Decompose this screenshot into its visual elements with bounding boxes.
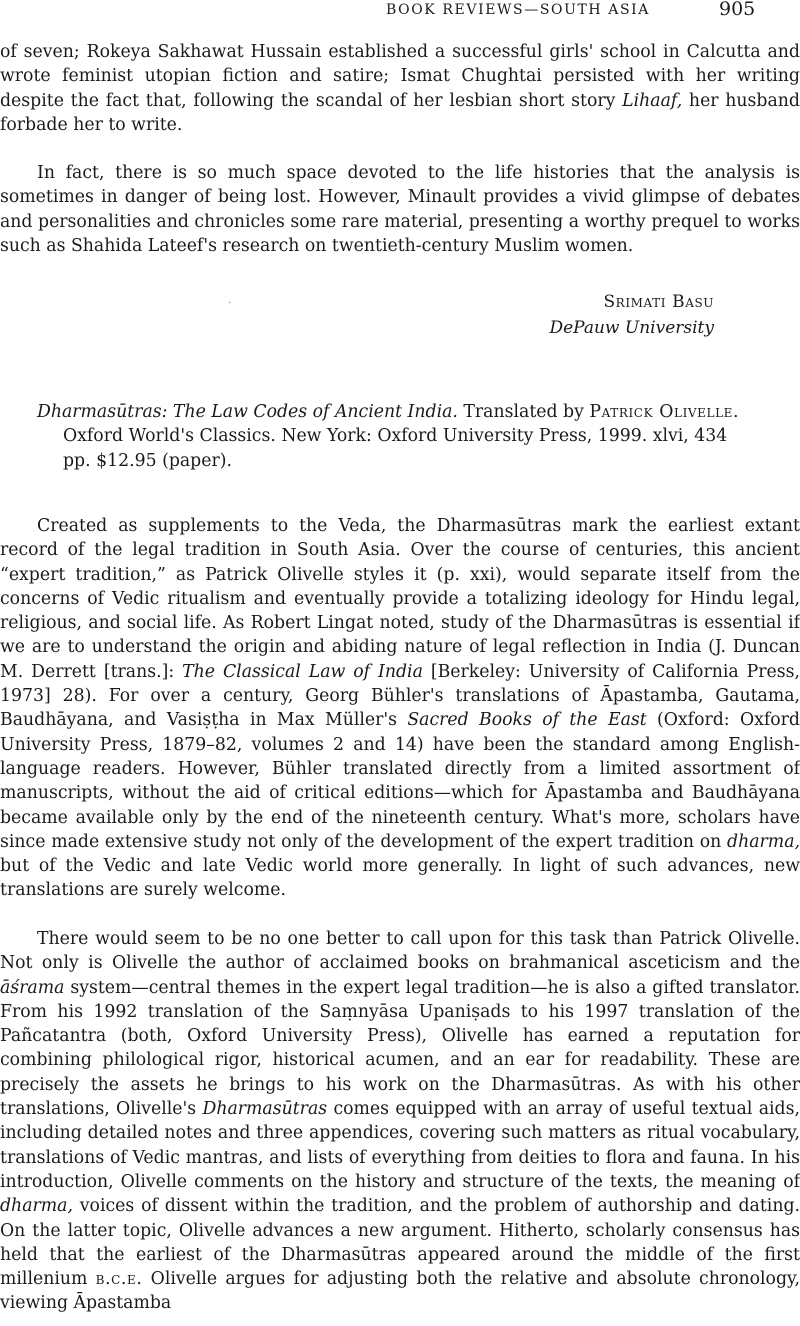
review1-paragraph-1: of seven; Rokeya Sakhawat Hussain established a successful girls' school in Calcutta and wrote feminist utopian fiction and satire; Ismat Chughtai persisted with her writing despite the fact that, following the scandal of her lesbian short story Lihaaf, her husband forbade her to write.: [0, 42, 800, 135]
running-header: [0, 0, 800, 30]
book-citation: Dharmasūtras: The Law Codes of Ancient India. Translated by Patrick Olivelle. Oxford World's Classics. New York: Oxford University Press, 1999. xlvi, 434 pp. $12.95 (paper).: [37, 402, 739, 471]
stray-dot-mark: ·: [228, 298, 232, 309]
page-number: 905: [719, 0, 756, 20]
running-head-title: BOOK REVIEWS—SOUTH ASIA: [386, 2, 651, 18]
review2-paragraph-1: Created as supplements to the Veda, the Dharmasūtras mark the earliest extant record of the legal tradition in South Asia. Over the course of centuries, this ancient “expert tradition,” as Patrick Olivelle styles it (p. xxi), would separate itself from the concerns of Vedic ritualism and eventually provide a totalizing ideology for Hindu legal, religious, and social life. As Robert Lingat noted, study of the Dharmasūtras is essential if we are to understand the origin and abiding nature of legal reflection in India (J. Duncan M. Derrett [trans.]: The Classical Law of India [Berkeley: University of California Press, 1973] 28). For over a century, Georg Bühler's translations of Āpastamba, Gautama, Baudhāyana, and Vasiṣṭha in Max Müller's Sacred Books of the East (Oxford: Oxford University Press, 1879–82, volumes 2 and 14) have been the standard among English-language readers. However, Bühler translated directly from a limited assortment of manuscripts, without the aid of critical editions—which for Āpastamba and Baudhāyana became available only by the end of the nineteenth century. What's more, scholars have since made extensive study not only of the development of the expert tradition on dharma, but of the Vedic and late Vedic world more generally. In light of such advances, new translations are surely welcome.: [0, 516, 800, 901]
reviewer-affiliation: DePauw University: [549, 318, 714, 338]
review1-paragraph-2: In fact, there is so much space devoted to the life histories that the analysis is sometimes in danger of being lost. However, Minault provides a vivid glimpse of debates and personalities and chronicles some rare material, presenting a worthy prequel to works such as Shahida Lateef's research on twentieth-century Muslim women.: [0, 163, 800, 256]
review2-paragraph-2: There would seem to be no one better to call upon for this task than Patrick Olivelle. Not only is Olivelle the author of acclaimed books on brahmanical asceticism and the āśrama system—central themes in the expert legal tradition—he is also a gifted translator. From his 1992 translation of the Saṃnyāsa Upaniṣads to his 1997 translation of the Pañcatantra (both, Oxford University Press), Olivelle has earned a reputation for combining philological rigor, historical acumen, and an ear for readability. These are precisely the assets he brings to his work on the Dharmasūtras. As with his other translations, Olivelle's Dharmasūtras comes equipped with an array of useful textual aids, including detailed notes and three appendices, covering such matters as ritual vocabulary, translations of Vedic mantras, and lists of everything from deities to flora and fauna. In his introduction, Olivelle comments on the history and structure of the texts, the meaning of dharma, voices of dissent within the tradition, and the problem of authorship and dating. On the latter topic, Olivelle advances a new argument. Hitherto, scholarly consensus has held that the earliest of the Dharmasūtras appeared around the middle of the first millenium b.c.e. Olivelle argues for adjusting both the relative and absolute chronology, viewing Āpastamba: [0, 929, 800, 1314]
reviewer-name: Srimati Basu: [603, 292, 714, 312]
